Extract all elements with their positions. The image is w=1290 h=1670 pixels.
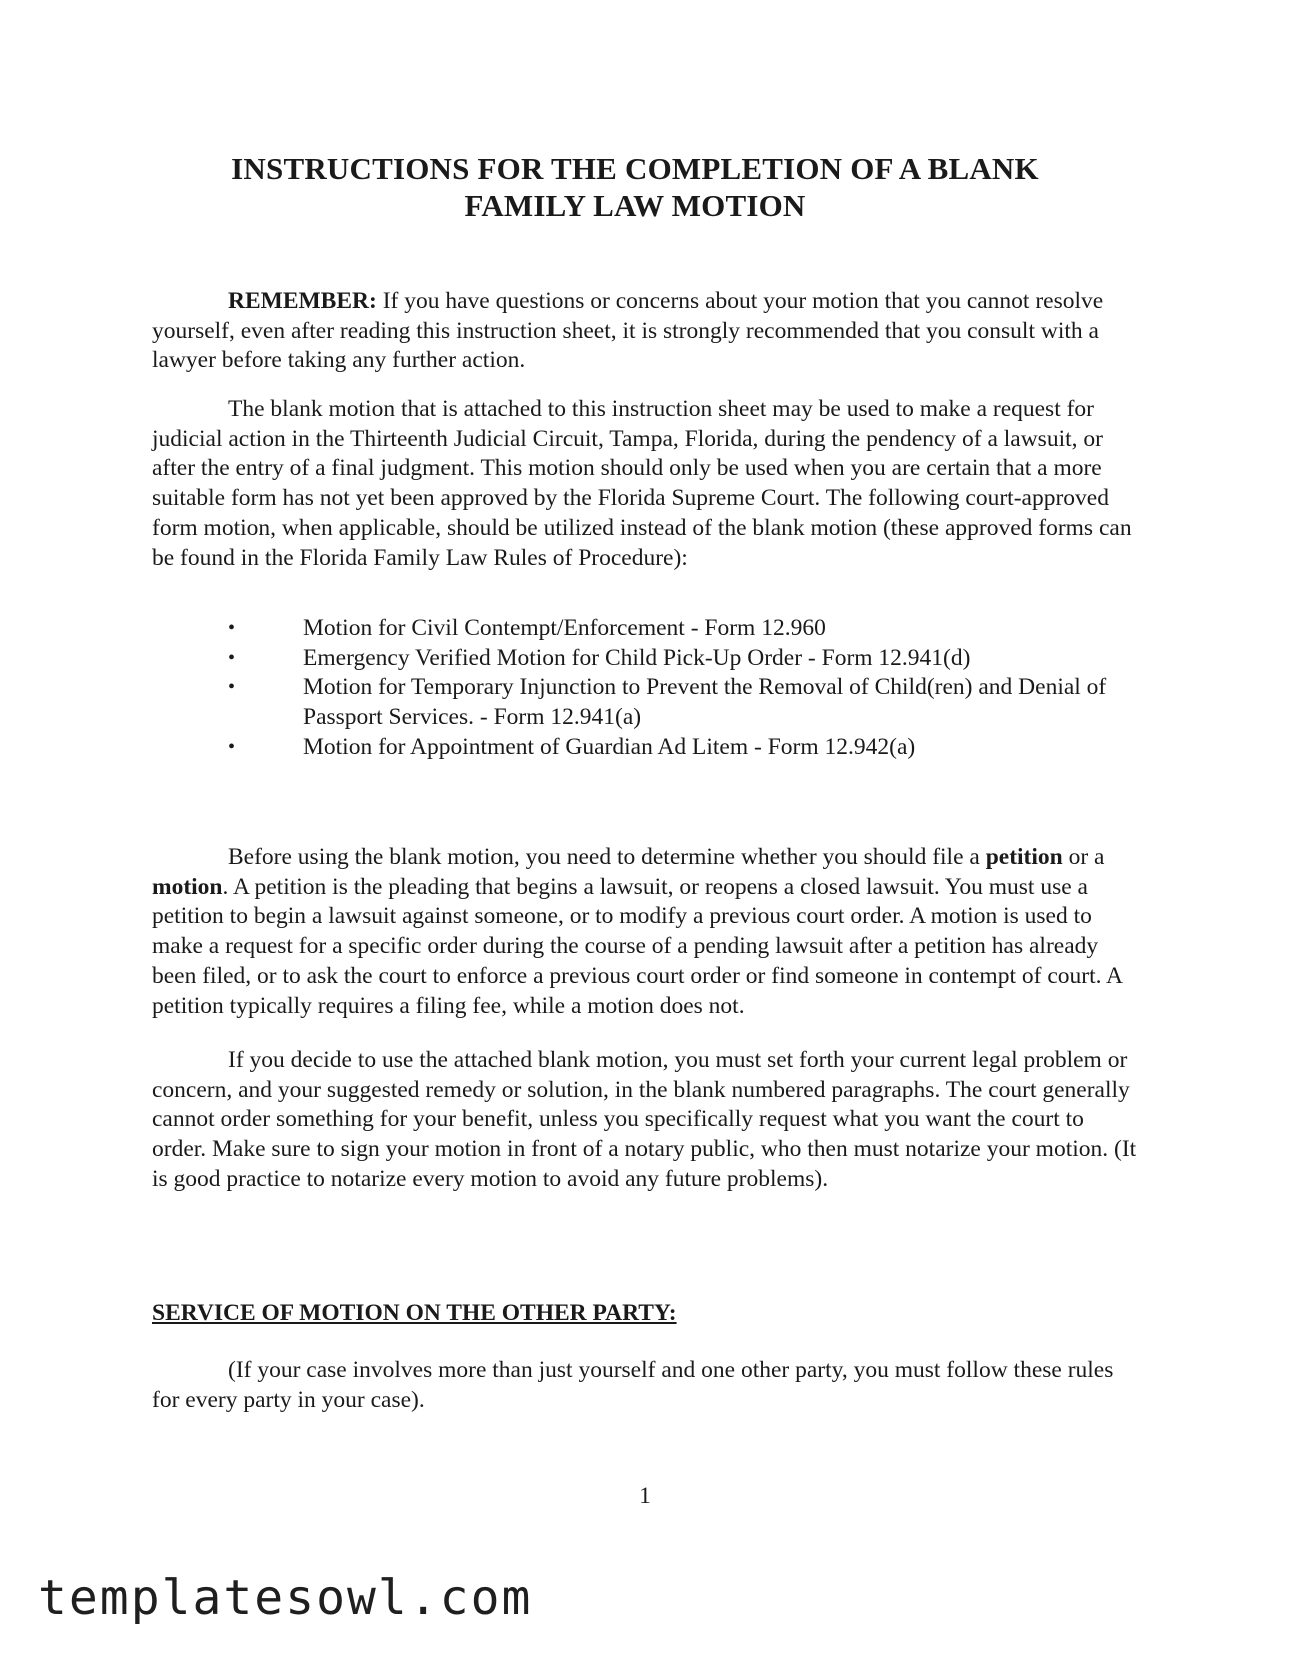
remember-text: If you have questions or concerns about your motion that you cannot resolve yourself, even after reading this instruction sheet, it is strongly recommended that you consult with a lawyer before taking any further action. (152, 288, 1104, 374)
service-text: (If your case involves more than just yourself and one other party, you must follow these rules for every party in your case). (152, 1357, 1114, 1413)
petition-text-2: or a (1062, 844, 1105, 870)
list-item-text: Motion for Civil Contempt/Enforcement - Form 12.960 (303, 615, 826, 641)
petition-text-1: Before using the blank motion, you need to determine whether you should file a (228, 844, 986, 870)
petition-term: petition (985, 844, 1063, 870)
approved-forms-list (152, 614, 1137, 763)
list-item (152, 614, 1137, 644)
petition-text-3: . A petition is the pleading that begins a lawsuit, or reopens a closed lawsuit. You must use a petition to begin a lawsuit against someone, or to modify a previous court order. A motion is used to make a request for a specific order during the course of a pending lawsuit after a petition has already been filed, or to ask the court to enforce a previous court order or find someone in contempt of court. A petition typically requires a filing fee, while a motion does not. (152, 873, 1122, 1019)
service-heading: SERVICE OF MOTION ON THE OTHER PARTY: (152, 1300, 677, 1326)
service-paragraph (152, 1356, 1137, 1415)
watermark: templatesowl.com (38, 1570, 533, 1626)
list-item (152, 733, 1137, 763)
usage-paragraph (152, 1046, 1137, 1195)
intro-paragraph (152, 395, 1137, 573)
bullet-icon: • (228, 676, 236, 699)
list-item-text: Motion for Appointment of Guardian Ad Litem - Form 12.942(a) (303, 733, 916, 760)
usage-text: If you decide to use the attached blank motion, you must set forth your current legal problem or concern, and your suggested remedy or solution, in the blank numbered paragraphs. The court generally cannot order something for your benefit, unless you specifically request what you want the court to order. Make sure to sign your motion in front of a notary public, who then must notarize your motion. (It is good practice to notarize every motion to avoid any future problems). (152, 1047, 1137, 1192)
motion-term: motion (152, 873, 223, 900)
document-title (0, 150, 1270, 224)
list-item-text: Motion for Temporary Injunction to Prevent the Removal of Child(ren) and Denial of Passport Services. - Form 12.941(a) (303, 674, 1107, 731)
remember-label: REMEMBER: (228, 288, 377, 314)
bullet-icon: • (228, 735, 236, 758)
list-item (152, 673, 1137, 732)
title-line-1: INSTRUCTIONS FOR THE COMPLETION OF A BLANK (231, 151, 1039, 186)
title-line-2: FAMILY LAW MOTION (464, 188, 806, 223)
petition-paragraph (152, 843, 1137, 1021)
list-item (152, 644, 1137, 674)
remember-paragraph (152, 287, 1137, 376)
page-number: 1 (639, 1483, 651, 1509)
intro-text: The blank motion that is attached to this instruction sheet may be used to make a request for judicial action in the Thirteenth Judicial Circuit, Tampa, Florida, during the pendency of a lawsuit, or after the entry of a final judgment. This motion should only be used when you are certain that a more suitable form has not yet been approved by the Florida Supreme Court. The following court-approved form motion, when applicable, should be utilized instead of the blank motion (these approved forms can be found in the Florida Family Law Rules of Procedure): (152, 396, 1132, 571)
bullet-icon: • (228, 646, 236, 669)
bullet-icon: • (228, 617, 236, 639)
list-item-text: Emergency Verified Motion for Child Pick-Up Order - Form 12.941(d) (303, 644, 971, 671)
